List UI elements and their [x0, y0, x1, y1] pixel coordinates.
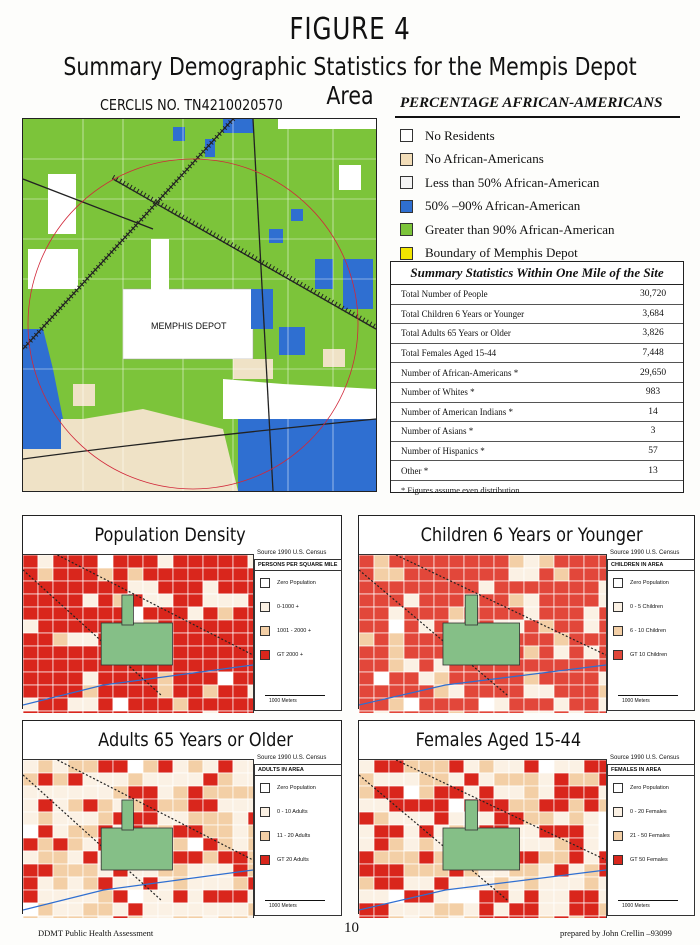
table-row	[391, 442, 683, 462]
stat-label: Number of African-Americans *	[401, 367, 519, 378]
panel-title: Females Aged 15-44	[415, 729, 582, 751]
legend-swatch	[400, 247, 413, 260]
scale-label: 1000 Meters	[269, 698, 297, 704]
scale-bar	[265, 900, 325, 901]
panel-legend-swatch	[260, 626, 270, 636]
stat-value: 13	[648, 465, 658, 476]
panel-map-svg	[23, 555, 253, 713]
panel-legend-label: GT 20 Adults	[277, 857, 309, 863]
panel-legend-item	[255, 848, 341, 872]
legend-swatch	[400, 153, 413, 166]
legend-swatch	[400, 223, 413, 236]
footer-right: prepared by John Crellin –93099	[560, 928, 672, 938]
panel-legend-label: 6 - 10 Children	[630, 628, 667, 634]
stat-value: 29,650	[639, 367, 667, 378]
stat-value: 57	[648, 446, 658, 457]
stat-value: 3	[650, 426, 656, 437]
panel-legend	[254, 559, 342, 711]
scale-bar	[618, 900, 678, 901]
panel-legend-label: 1001 - 2000 +	[277, 628, 312, 634]
panel-legend	[607, 764, 695, 916]
stat-label: Number of Whites *	[401, 387, 475, 398]
panel-map-svg	[23, 760, 253, 918]
panel-legend-heading: FEMALES IN AREA	[608, 765, 694, 776]
panel-legend-swatch	[613, 650, 623, 660]
legend-label: Less than 50% African-American	[425, 174, 600, 190]
stat-value: 30,720	[639, 289, 667, 300]
summary-table-title: Summary Statistics Within One Mile of the Site	[391, 262, 683, 285]
panel-map	[359, 554, 607, 713]
cerclis-number: CERCLIS NO. TN4210020570	[100, 96, 283, 114]
table-row	[391, 403, 683, 423]
scale-label: 1000 Meters	[269, 903, 297, 909]
main-map-svg	[23, 119, 376, 491]
legend-item	[400, 124, 690, 148]
panel-legend-item	[255, 800, 341, 824]
page-number: 10	[344, 920, 359, 936]
scale-bar	[618, 695, 678, 696]
panel-legend-swatch	[613, 626, 623, 636]
panel-legend-label: GT 10 Children	[630, 652, 668, 658]
panel-legend-item	[608, 848, 694, 872]
panel-legend-swatch	[260, 650, 270, 660]
footer-left: DDMT Public Health Assessment	[38, 928, 154, 938]
table-row	[391, 363, 683, 383]
heading-rule	[395, 116, 680, 118]
site-label: MEMPHIS DEPOT	[151, 321, 227, 331]
panel-legend-label: 0-1000 +	[277, 604, 299, 610]
panel-legend-swatch	[260, 578, 270, 588]
panel-legend-label: Zero Population	[630, 580, 669, 586]
panel-legend	[254, 764, 342, 916]
panel-legend-item	[255, 643, 341, 667]
legend-item	[400, 171, 690, 195]
panel-map-svg	[359, 760, 606, 918]
panel-title: Population Density	[94, 524, 246, 546]
legend-swatch	[400, 176, 413, 189]
panel-legend-label: Zero Population	[630, 785, 669, 791]
main-legend	[400, 124, 690, 265]
panel-legend-label: Zero Population	[277, 785, 316, 791]
stat-label: Total Adults 65 Years or Older	[401, 328, 511, 339]
table-row	[391, 422, 683, 442]
panel-females	[358, 720, 695, 914]
legend-heading: PERCENTAGE AFRICAN-AMERICANS	[400, 95, 663, 111]
panel-legend-swatch	[260, 831, 270, 841]
panel-legend-item	[255, 776, 341, 800]
panel-legend-label: Zero Population	[277, 580, 316, 586]
legend-label: 50% –90% African-American	[425, 198, 581, 214]
panel-legend-heading: PERSONS PER SQUARE MILE	[255, 560, 341, 571]
panel-legend-swatch	[613, 578, 623, 588]
stat-value: 14	[648, 406, 658, 417]
summary-table-note: * Figures assume even distribution	[401, 484, 520, 495]
panel-legend-item	[608, 824, 694, 848]
figure-subtitle: Summary Demographic Statistics for the Mempis Depot Area	[63, 52, 637, 110]
stat-value: 3,684	[642, 308, 664, 319]
panel-legend-swatch	[260, 602, 270, 612]
panel-legend-swatch	[260, 807, 270, 817]
legend-swatch	[400, 200, 413, 213]
panel-legend-swatch	[613, 602, 623, 612]
main-map	[22, 118, 377, 492]
stat-value: 983	[645, 387, 661, 398]
panel-source: Source 1990 U.S. Census	[610, 755, 680, 761]
stat-value: 7,448	[642, 348, 664, 359]
scale-label: 1000 Meters	[622, 903, 650, 909]
panel-map	[359, 759, 607, 918]
stat-label: Number of American Indians *	[401, 406, 513, 417]
stat-value: 3,826	[642, 328, 664, 339]
panel-legend-swatch	[260, 855, 270, 865]
panel-legend-item	[608, 571, 694, 595]
legend-label: Boundary of Memphis Depot	[425, 245, 578, 261]
table-row	[391, 461, 683, 481]
panel-legend-label: 11 - 20 Adults	[277, 833, 311, 839]
panel-title: Adults 65 Years or Older	[98, 729, 293, 751]
panel-legend-label: GT 2000 +	[277, 652, 304, 658]
panel-legend	[607, 559, 695, 711]
stat-label: Other *	[401, 465, 429, 476]
panel-legend-item	[608, 643, 694, 667]
summary-table-body	[391, 285, 683, 481]
panel-map	[23, 554, 254, 713]
figure-title: FIGURE 4	[289, 12, 411, 47]
panel-legend-heading: CHILDREN IN AREA	[608, 560, 694, 571]
panel-legend-heading: ADULTS IN AREA	[255, 765, 341, 776]
panel-legend-label: 0 - 10 Adults	[277, 809, 308, 815]
panel-legend-item	[608, 619, 694, 643]
panel-title: Children 6 Years or Younger	[420, 524, 643, 546]
panel-legend-label: GT 50 Females	[630, 857, 668, 863]
stat-label: Total Number of People	[401, 289, 488, 300]
panel-map	[23, 759, 254, 918]
table-row	[391, 305, 683, 325]
panel-adults-65	[22, 720, 342, 914]
panel-legend-item	[608, 800, 694, 824]
panel-legend-item	[608, 595, 694, 619]
stat-label: Total Females Aged 15-44	[401, 348, 497, 359]
panel-legend-swatch	[613, 783, 623, 793]
panel-legend-item	[255, 824, 341, 848]
panel-legend-swatch	[613, 831, 623, 841]
summary-table	[390, 261, 684, 493]
panel-population-density	[22, 515, 342, 709]
table-row	[391, 285, 683, 305]
panel-legend-swatch	[260, 783, 270, 793]
scale-label: 1000 Meters	[622, 698, 650, 704]
legend-item	[400, 195, 690, 219]
legend-label: No African-Americans	[425, 151, 544, 167]
stat-label: Total Children 6 Years or Younger	[401, 308, 525, 319]
panel-legend-label: 21 - 50 Females	[630, 833, 670, 839]
panel-legend-item	[255, 571, 341, 595]
stat-label: Number of Hispanics *	[401, 446, 485, 457]
table-row	[391, 324, 683, 344]
panel-legend-swatch	[613, 855, 623, 865]
panel-legend-item	[608, 776, 694, 800]
table-row	[391, 344, 683, 364]
panel-source: Source 1990 U.S. Census	[610, 550, 680, 556]
panel-source: Source 1990 U.S. Census	[257, 755, 327, 761]
panel-legend-swatch	[613, 807, 623, 817]
panel-legend-label: 0 - 20 Females	[630, 809, 667, 815]
panel-legend-item	[255, 619, 341, 643]
legend-label: Greater than 90% African-American	[425, 221, 615, 237]
legend-label: No Residents	[425, 127, 495, 143]
panel-legend-label: 0 - 5 Children	[630, 604, 664, 610]
scale-bar	[265, 695, 325, 696]
table-row	[391, 383, 683, 403]
panel-map-svg	[359, 555, 606, 713]
legend-item	[400, 218, 690, 242]
panel-legend-item	[255, 595, 341, 619]
stat-label: Number of Asians *	[401, 426, 474, 437]
panel-source: Source 1990 U.S. Census	[257, 550, 327, 556]
panel-children	[358, 515, 695, 709]
legend-item	[400, 148, 690, 172]
legend-swatch	[400, 129, 413, 142]
